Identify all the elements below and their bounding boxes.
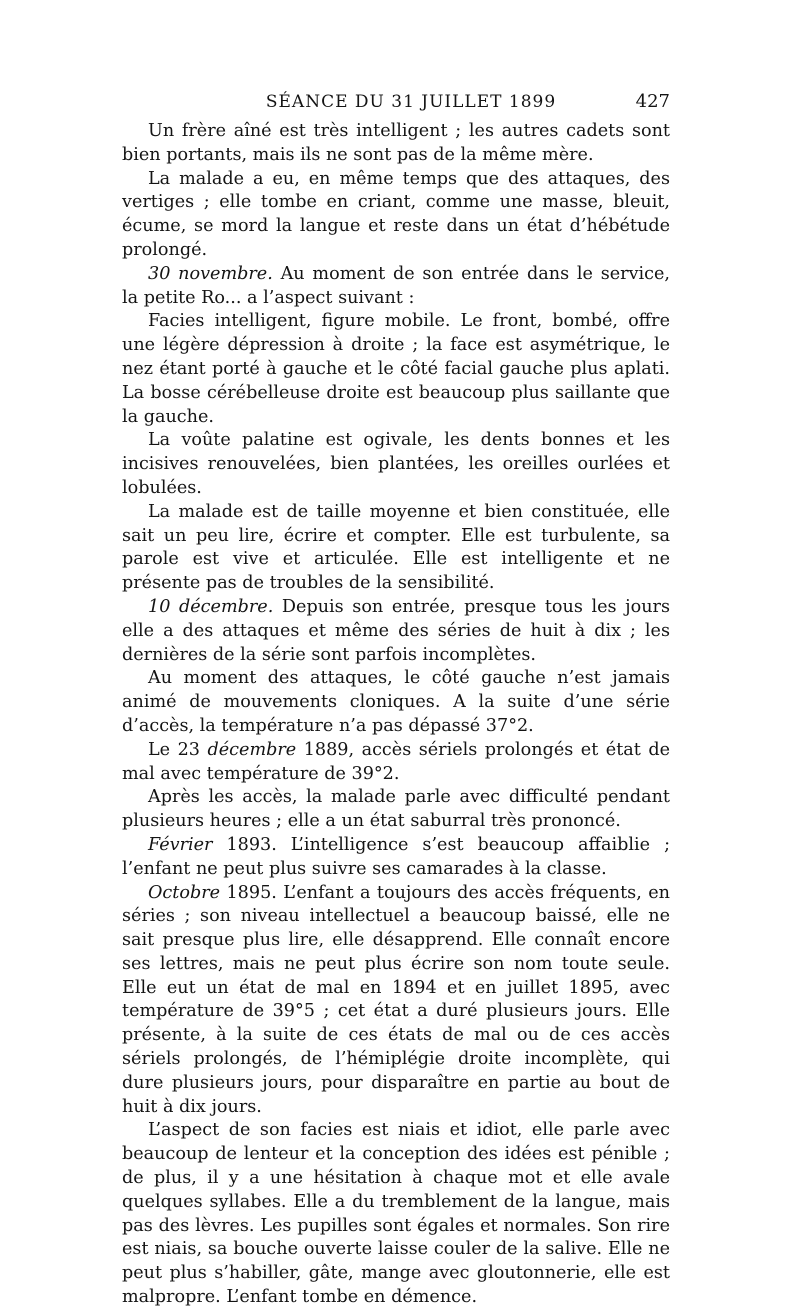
paragraph-february: Février 1893. L’intelligence s’est beaucoup affaiblie ; l’enfant ne peut plus suivre ses camarades à la classe. <box>122 834 670 879</box>
paragraph-10-december: 10 décembre. Depuis son entrée, presque tous les jours elle a des attaques et même des séries de huit à dix ; les dernières de la série sont parfois incomplètes. <box>122 596 670 665</box>
paragraph-30-november: 30 novembre. Au moment de son entrée dans le service, la petite Ro... a l’aspect suivant : <box>122 263 670 308</box>
paragraph-stature: La malade est de taille moyenne et bien constituée, elle sait un peu lire, écrire et compter. Elle est turbulente, sa parole est vive et articulée. Elle est intelligente et ne présente pas de troubles de la sensibilité. <box>122 501 670 594</box>
document-page <box>122 88 670 1310</box>
paragraph-facies: Facies intelligent, figure mobile. Le front, bombé, offre une légère dépression à droite ; la face est asymétrique, le nez étant porté à gauche et le côté facial gauche plus aplati. La bosse cérébelleuse droite est beaucoup plus saillante que la gauche. <box>122 311 670 427</box>
date-label: décembre <box>207 739 297 760</box>
paragraph-23-december: Le 23 décembre 1889, accès sériels prolongés et état de mal avec température de 39°2. <box>122 739 671 784</box>
date-label: Octobre <box>148 882 221 903</box>
body-text <box>122 120 670 1310</box>
paragraph-dementia: L’aspect de son facies est niais et idiot, elle parle avec beaucoup de lenteur et la conception des idées est pénible ; de plus, il y a une hésitation à chaque mot et elle avale quelques syllabes. Elle a du tremblement de la langue, mais pas des lèvres. Les pupilles sont égales et normales. Son rire est niais, sa bouche ouverte laisse couler de la salive. Elle ne peut plus s’habiller, gâte, mange avec gloutonnerie, elle est malpropre. L’enfant tombe en démence. <box>122 1120 670 1308</box>
paragraph-palate: La voûte palatine est ogivale, les dents bonnes et les incisives renouvelées, bien plantées, les oreilles ourlées et lobulées. <box>122 430 670 498</box>
paragraph-siblings: Un frère aîné est très intelligent ; les autres cadets sont bien portants, mais ils ne sont pas de la même mère. <box>122 121 670 165</box>
paragraph-vertigo: La malade a eu, en même temps que des attaques, des vertiges ; elle tombe en criant, comme une masse, bleuit, écume, se mord la langue et reste dans un état d’hébétude prolongé. <box>122 168 670 260</box>
running-header <box>122 88 670 116</box>
paragraph-october: Octobre 1895. L’enfant a toujours des accès fréquents, en séries ; son niveau intellectuel a beaucoup baissé, elle ne sait presque plus lire, elle désapprend. Elle connaît encore ses lettres, mais ne peut plus écrire son nom toute seule. Elle eut un état de mal en 1894 et en juillet 1895, avec température de 39°5 ; cet état a duré plusieurs jours. Elle présente, à la suite de ces états de mal ou de ces accès sériels prolongés, de l’hémiplégie droite incomplète, qui dure plusieurs jours, pour disparaître en partie au bout de huit à dix jours. <box>122 882 670 1117</box>
date-label: 30 novembre. <box>148 263 273 284</box>
paragraph-after-attacks: Après les accès, la malade parle avec difficulté pendant plusieurs heures ; elle a un état saburral très prononcé. <box>122 787 670 832</box>
paragraph-attacks: Au moment des attaques, le côté gauche n’est jamais animé de mouvements cloniques. A la suite d’une série d’accès, la température n’a pas dépassé 37°2. <box>122 668 670 736</box>
running-title: SÉANCE DU 31 JUILLET 1899 <box>265 92 557 112</box>
page-number: 427 <box>635 91 670 112</box>
date-label: Février <box>148 834 213 855</box>
date-label: 10 décembre. <box>148 596 274 617</box>
